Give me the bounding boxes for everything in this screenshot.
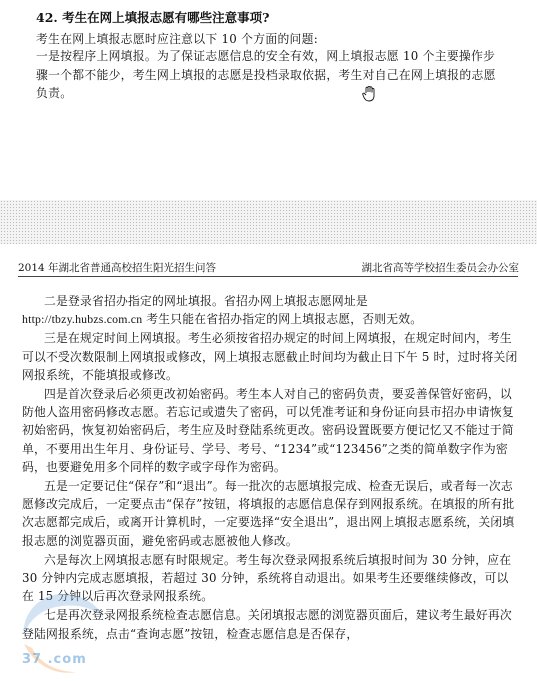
step-one-paragraph: 一是按程序上网填报。为了保证志愿信息的安全有效，网上填报志愿 10 个主要操作步骤一个都不能少，考生网上填报的志愿是投档录取依据，考生对自己在网上填报的志愿负责。 <box>36 49 496 100</box>
point-four-paragraph: 四是首次登录后必须更改初始密码。考生本人对自己的密码负责，要妥善保管好密码，以防他人盗用密码修改志愿。若忘记或遗失了密码，可以凭准考证和身份证向县市招办申请恢复初始密码，恢复初始密码后，考生应及时登陆系统更改。密码设置既要方便记忆又不能过于简单，不要用出生年月、身份证号、学号、考号、“1234”或“123456”之类的简单数字作为密码，也要避免用多个同样的数字或字母作为密码。 <box>22 387 514 474</box>
point-two-text: 二是登录省招办指定的网址填报。省招办网上填报志愿网址是 <box>44 294 368 308</box>
question-title: 42. 考生在网上填报志愿有哪些注意事项? <box>36 10 270 25</box>
header-rule <box>18 276 518 277</box>
page-gap-band <box>0 200 537 244</box>
answer-body <box>22 292 518 644</box>
hand-cursor-icon <box>362 86 376 102</box>
running-header-title: 2014 年湖北省普通高校招生阳光招生问答 <box>18 262 217 274</box>
point-seven-paragraph: 七是再次登录网报系统检查志愿信息。关闭填报志愿的浏览器页面后，建议考生最好再次登陆网报系统，点击“查询志愿”按钮，检查志愿信息是否保存， <box>22 608 512 641</box>
point-three-paragraph: 三是在规定时间上网填报。考生必须按省招办规定的时间上网填报，在规定时间内，考生可以不受次数限制上网填报或修改，网上填报志愿截止时间均为截止日下午 5 时，过时将关闭网报系统，不能填报或修改。 <box>22 331 518 382</box>
point-six-paragraph: 六是每次上网填报志愿有时限规定。考生每次登录网报系统后填报时间为 30 分钟，应在 30 分钟内完成志愿填报，若超过 30 分钟，系统将自动退出。如果考生还要继续修改，可以在 15 分钟以后再次登录网报系统。 <box>22 552 512 604</box>
point-five-paragraph: 五是一定要记住“保存”和“退出”。每一批次的志愿填报完成、检查无误后，或者每一次志愿修改完成后，一定要点击“保存”按钮，将填报的志愿信息保存到网报系统。在填报的所有批次志愿都完成后，或离开计算机时，一定要选择“安全退出”，退出网上填报志愿系统，关闭填报志愿的浏览器页面，避免密码或志愿被他人修改。 <box>22 479 515 548</box>
registration-url: http://tbzy.hubzs.com.cn <box>22 312 143 327</box>
point-two-tail: 考生只能在省招办指定的网上填报志愿，否则无效。 <box>146 312 423 327</box>
intro-paragraph: 考生在网上填报志愿时应注意以下 10 个方面的问题: <box>36 32 319 46</box>
watermark-text: 37 .com <box>22 652 87 667</box>
point-two-paragraph <box>22 292 518 328</box>
running-header-office: 湖北省高等学校招生委员会办公室 <box>361 262 519 274</box>
